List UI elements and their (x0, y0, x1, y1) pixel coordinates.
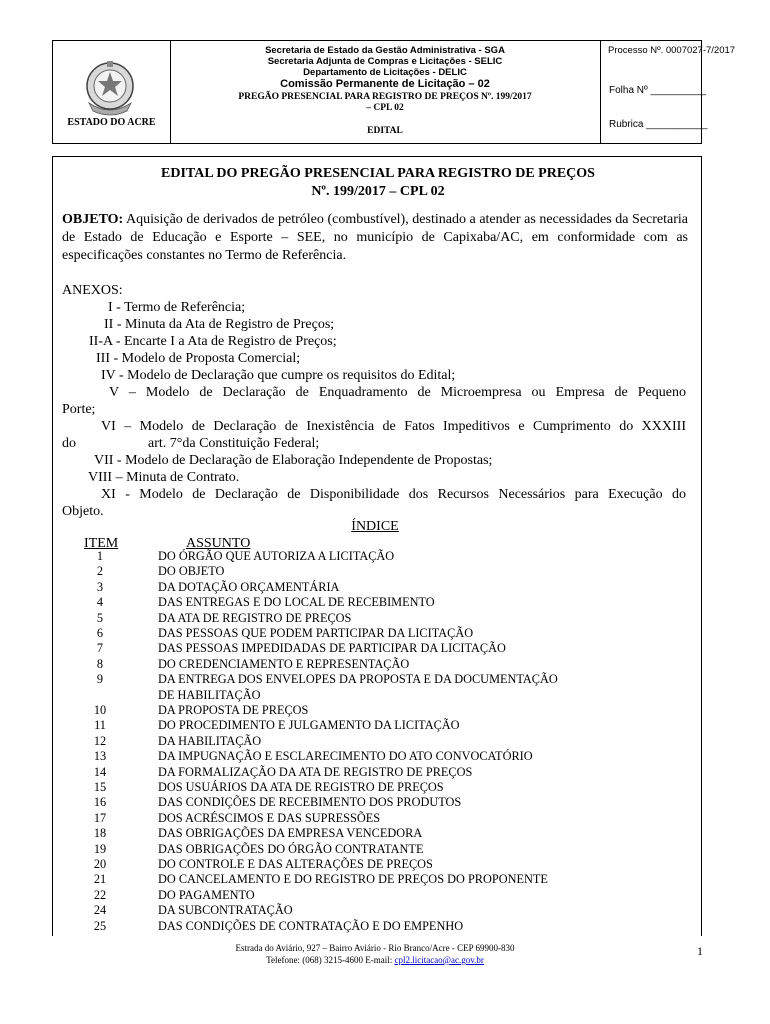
indice-item-subject: DAS OBRIGAÇÕES DA EMPRESA VENCEDORA (158, 826, 423, 840)
indice-item-number: 7 (96, 641, 104, 655)
header-line-secretaria-adjunta: Secretaria Adjunta de Compras e Licitações - SELIC (267, 56, 503, 67)
indice-item-number: 5 (96, 611, 104, 625)
anexo-item: II-A - Encarte I a Ata de Registro de Preços; (89, 334, 337, 349)
anexo-item-continuation: Objeto. (62, 504, 104, 519)
indice-col-assunto: ASSUNTO (186, 536, 251, 551)
anexo-item: IV - Modelo de Declaração que cumpre os requisitos do Edital; (101, 368, 456, 383)
indice-item-number: 4 (96, 595, 104, 609)
indice-item-subject: DO CREDENCIAMENTO E REPRESENTAÇÃO (158, 657, 410, 671)
indice-item-number: 14 (93, 765, 107, 779)
anexo-item: VI – Modelo de Declaração de Inexistência de Fatos Impeditivos e Cumprimento do XXXIII (101, 419, 686, 434)
anexo-item: VIII – Minuta de Contrato. (88, 470, 240, 485)
anexo-item: I - Termo de Referência; (108, 300, 246, 315)
document-subtitle: Nº. 199/2017 – CPL 02 (311, 184, 445, 199)
rubrica-field: Rubrica ___________ (609, 119, 708, 130)
anexos-label: ANEXOS: (62, 283, 123, 298)
indice-item-subject: DA IMPUGNAÇÃO E ESCLARECIMENTO DO ATO CONVOCATÓRIO (158, 749, 533, 763)
indice-item-number: 19 (93, 842, 107, 856)
indice-item-subject: DA DOTAÇÃO ORÇAMENTÁRIA (158, 580, 340, 594)
indice-item-number: 1 (96, 549, 104, 563)
header-line-pregao: PREGÃO PRESENCIAL PARA REGISTRO DE PREÇOS Nº. 199/2017 (238, 92, 532, 102)
indice-item-number: 17 (93, 811, 107, 825)
indice-item-number: 6 (96, 626, 104, 640)
footer-contact: Telefone: (068) 3215-4600 E-mail: cpl2.licitacao@ac.gov.br (266, 955, 484, 965)
indice-item-number: 8 (96, 657, 104, 671)
header-line-cpl: – CPL 02 (366, 103, 404, 113)
indice-item-subject: DAS CONDIÇÕES DE RECEBIMENTO DOS PRODUTOS (158, 795, 462, 809)
indice-item-subject: DA ATA DE REGISTRO DE PREÇOS (158, 611, 352, 625)
anexo-item-continuation: Porte; (62, 402, 96, 417)
anexo-item-continuation: art. 7°da Constituição Federal; (148, 436, 320, 451)
indice-item-subject: DA PROPOSTA DE PREÇOS (158, 703, 309, 717)
document-header (52, 40, 736, 144)
indice-item-subject: DAS CONDIÇÕES DE CONTRATAÇÃO E DO EMPENHO (158, 919, 464, 933)
objeto-paragraph (62, 211, 688, 265)
anexo-item: II - Minuta da Ata de Registro de Preços; (104, 317, 335, 332)
indice-item-subject: DAS PESSOAS IMPEDIDADAS DE PARTICIPAR DA LICITAÇÃO (158, 641, 506, 655)
indice-item-number: 16 (93, 795, 107, 809)
indice-item-number: 18 (93, 826, 107, 840)
folha-field: Folha Nº __________ (609, 85, 707, 96)
indice-item-number: 21 (93, 872, 107, 886)
processo-number: Processo Nº. 0007027-7/2017 (608, 45, 736, 56)
header-line-comissao: Comissão Permanente de Licitação – 02 (280, 78, 490, 90)
anexo-item: III - Modelo de Proposta Comercial; (96, 351, 301, 366)
indice-item-number: 11 (94, 718, 106, 732)
page-number: 1 (697, 944, 703, 958)
anexo-item: VII - Modelo de Declaração de Elaboração Independente de Propostas; (94, 453, 493, 468)
anexo-item-continuation: do (62, 436, 76, 451)
footer-email-link[interactable]: cpl2.licitacao@ac.gov.br (394, 955, 484, 965)
objeto-text: Aquisição de derivados de petróleo (combustível), destinado a atender as necessidades da Secretaria de Estado de Educação e Esporte – SEE, no município de Capixaba/AC, em conformidade com as especificações constantes no Termo de Referência. (62, 212, 689, 263)
header-line-edital: EDITAL (367, 126, 403, 136)
indice-item-subject: DO CONTROLE E DAS ALTERAÇÕES DE PREÇOS (158, 857, 433, 871)
header-line-departamento: Departamento de Licitações - DELIC (303, 67, 467, 78)
indice-item-subject: DE HABILITAÇÃO (158, 688, 261, 702)
indice-item-number: 24 (93, 903, 107, 917)
indice-item-subject: DOS USUÁRIOS DA ATA DE REGISTRO DE PREÇOS (158, 780, 444, 794)
header-seal-cell (53, 41, 171, 143)
indice-item-subject: DA SUBCONTRATAÇÃO (158, 903, 293, 917)
state-seal-icon (83, 59, 137, 119)
indice-item-number: 20 (93, 857, 107, 871)
indice-item-number: 9 (96, 672, 104, 686)
anexo-item: XI - Modelo de Declaração de Disponibilidade dos Recursos Necessários para Execução do (101, 487, 686, 502)
indice-title: ÍNDICE (351, 519, 399, 534)
anexo-item: V – Modelo de Declaração de Enquadramento de Microempresa ou Empresa de Pequeno (109, 385, 686, 400)
indice-item-subject: DAS ENTREGAS E DO LOCAL DE RECEBIMENTO (158, 595, 435, 609)
footer-address: Estrada do Aviário, 927 – Bairro Aviário - Rio Branco/Acre - CEP 69900-830 (235, 943, 515, 953)
indice-item-number: 13 (93, 749, 107, 763)
state-label: ESTADO DO ACRE (67, 117, 156, 128)
indice-item-subject: DO ÓRGÃO QUE AUTORIZA A LICITAÇÃO (158, 549, 395, 563)
indice-item-subject: DO PROCEDIMENTO E JULGAMENTO DA LICITAÇÃO (158, 718, 460, 732)
indice-item-subject: DA HABILITAÇÃO (158, 734, 262, 748)
indice-item-subject: DAS PESSOAS QUE PODEM PARTICIPAR DA LICITAÇÃO (158, 626, 474, 640)
indice-col-item: ITEM (84, 536, 119, 551)
indice-item-number: 22 (93, 888, 107, 902)
indice-item-number: 2 (96, 564, 104, 578)
document-title: EDITAL DO PREGÃO PRESENCIAL PARA REGISTRO DE PREÇOS (161, 166, 595, 181)
indice-item-subject: DO PAGAMENTO (158, 888, 255, 902)
indice-item-number: 12 (93, 734, 107, 748)
indice-item-subject: DO OBJETO (158, 564, 225, 578)
indice-item-subject: DOS ACRÉSCIMOS E DAS SUPRESSÕES (158, 811, 381, 825)
header-line-secretaria: Secretaria de Estado da Gestão Administrativa - SGA (265, 45, 505, 56)
indice-item-subject: DA ENTREGA DOS ENVELOPES DA PROPOSTA E DA DOCUMENTAÇÃO (158, 672, 558, 686)
header-agency-cell (170, 41, 601, 143)
header-process-cell (601, 41, 736, 143)
indice-item-number: 3 (96, 580, 104, 594)
indice-item-subject: DAS OBRIGAÇÕES DO ÓRGÃO CONTRATANTE (158, 842, 424, 856)
indice-item-number: 10 (93, 703, 107, 717)
indice-item-number: 25 (93, 919, 107, 933)
indice-item-number: 15 (93, 780, 107, 794)
indice-item-subject: DO CANCELAMENTO E DO REGISTRO DE PREÇOS DO PROPONENTE (158, 872, 548, 886)
indice-item-subject: DA FORMALIZAÇÃO DA ATA DE REGISTRO DE PREÇOS (158, 765, 473, 779)
objeto-label: OBJETO: (62, 212, 124, 227)
